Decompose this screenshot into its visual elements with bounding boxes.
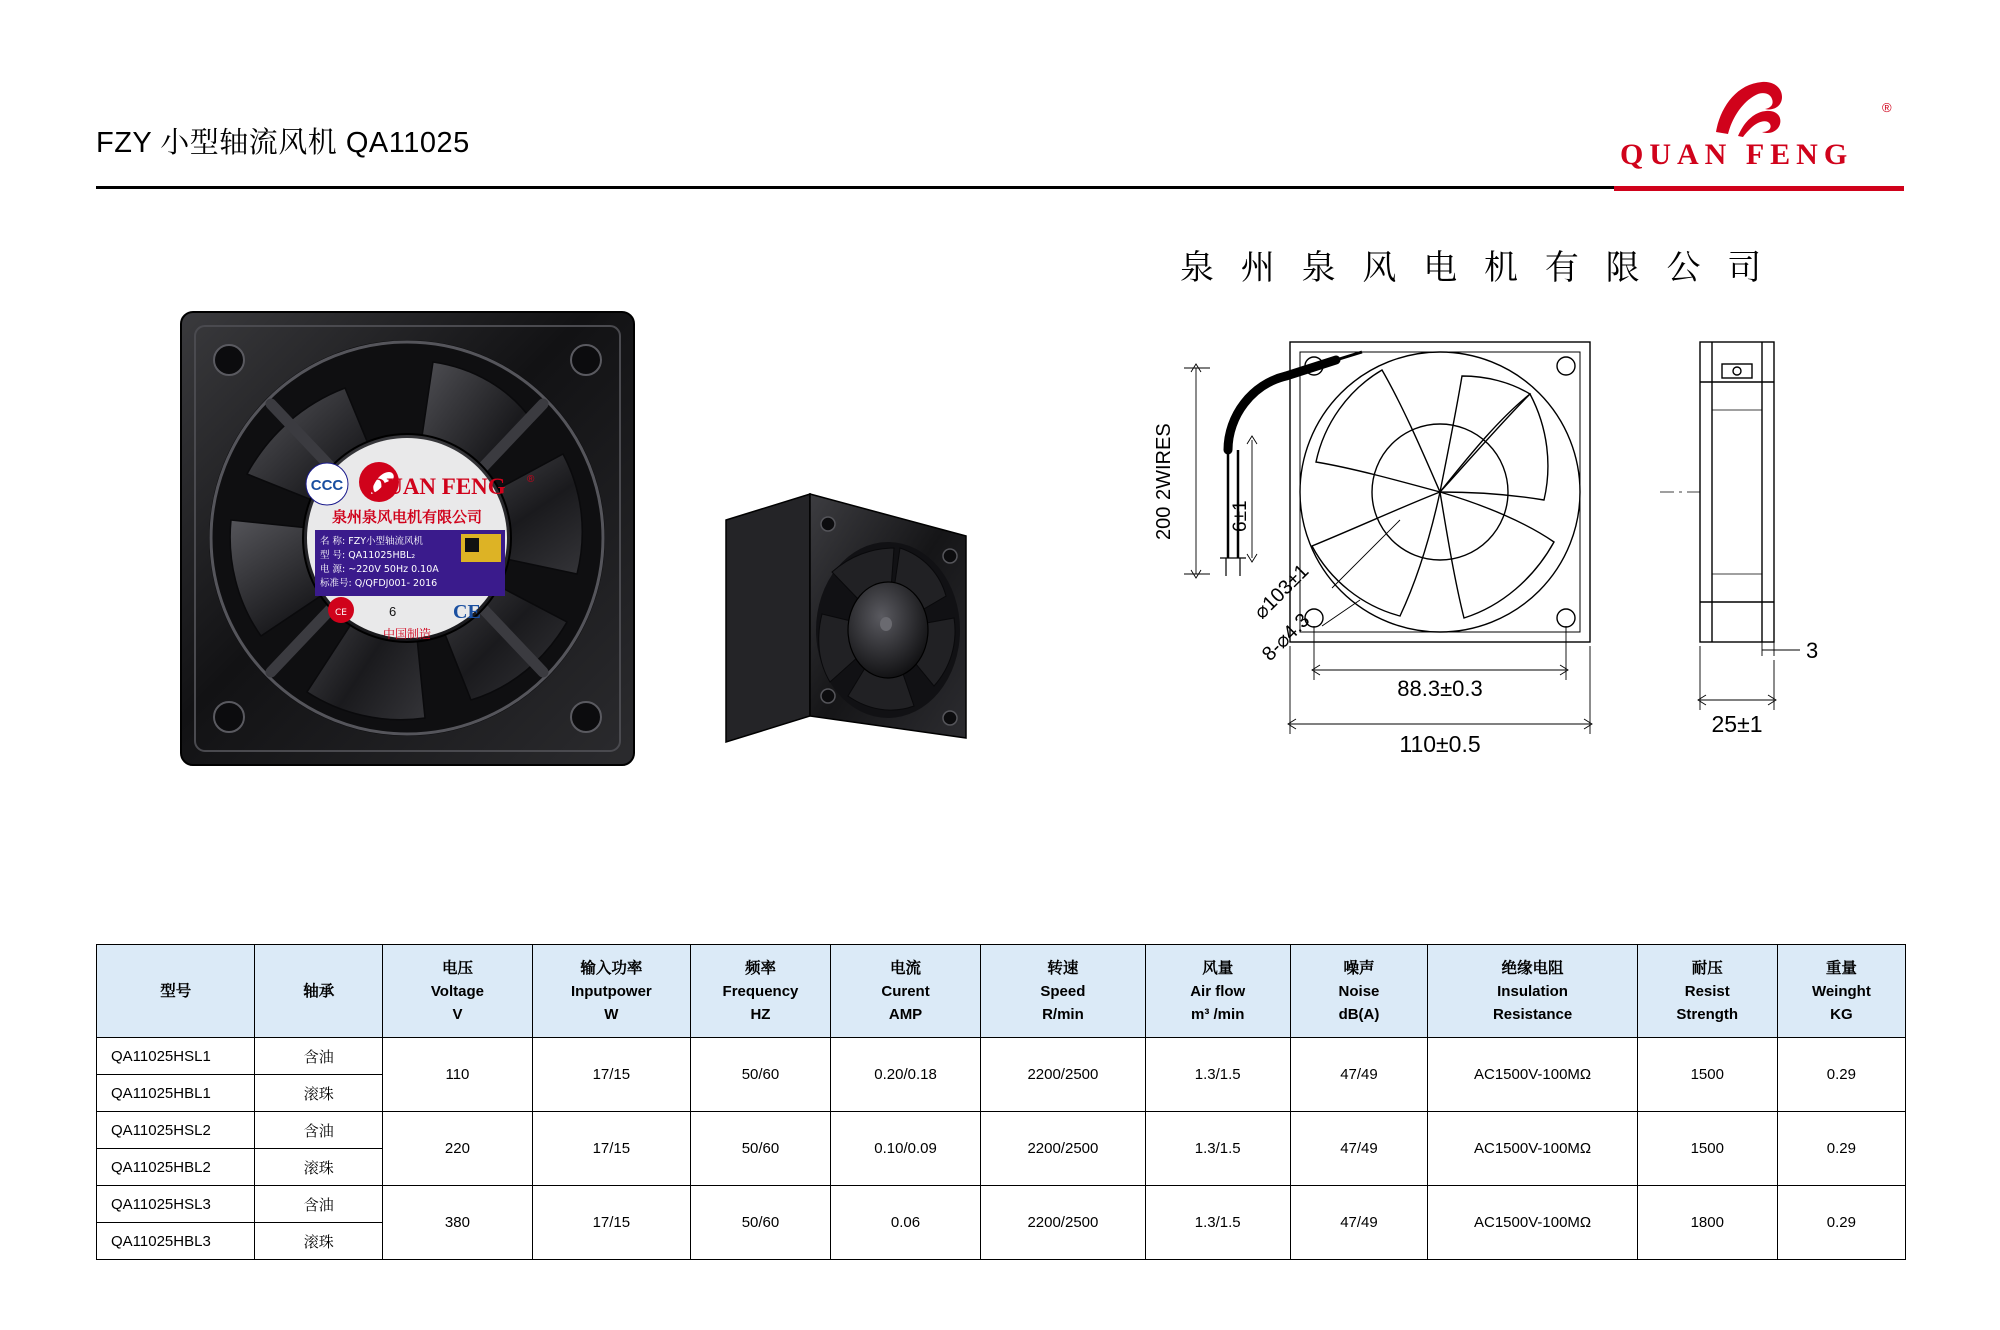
svg-text:泉州泉风电机有限公司: 泉州泉风电机有限公司 <box>331 508 483 526</box>
cell-power: 17/15 <box>532 1186 690 1260</box>
cell-current: 0.06 <box>831 1186 981 1260</box>
cell-resist: 1500 <box>1637 1038 1777 1112</box>
cell-power: 17/15 <box>532 1038 690 1112</box>
svg-text:CE: CE <box>335 608 347 618</box>
cell-noise: 47/49 <box>1290 1038 1428 1112</box>
registered-mark: ® <box>1882 100 1892 115</box>
logo-underline <box>1614 186 1904 191</box>
cell-bearing: 滚珠 <box>255 1149 383 1186</box>
header-airflow: 风量 Air flow m³ /min <box>1145 945 1290 1038</box>
cell-model: QA11025HSL3 <box>97 1186 255 1223</box>
cell-resist: 1800 <box>1637 1186 1777 1260</box>
cell-bearing: 含油 <box>255 1112 383 1149</box>
header-voltage: 电压 Voltage V <box>383 945 533 1038</box>
svg-text:®: ® <box>527 474 535 485</box>
cell-model: QA11025HBL1 <box>97 1075 255 1112</box>
cell-airflow: 1.3/1.5 <box>1145 1038 1290 1112</box>
header-current: 电流 Curent AMP <box>831 945 981 1038</box>
svg-text:QUAN FENG: QUAN FENG <box>368 474 506 499</box>
cell-model: QA11025HSL1 <box>97 1038 255 1075</box>
dim-depth: 25±1 <box>1711 711 1763 737</box>
dim-flange: 3 <box>1806 638 1819 663</box>
dim-hole-spacing: 88.3±0.3 <box>1397 676 1483 701</box>
svg-text:型 号: QA11025HBL₂: 型 号: QA11025HBL₂ <box>320 550 416 561</box>
cell-bearing: 含油 <box>255 1038 383 1075</box>
dim-wire-length: 200 <box>1153 506 1175 540</box>
header-insulation: 绝缘电阻 Insulation Resistance <box>1428 945 1637 1038</box>
svg-text:CE: CE <box>453 601 481 623</box>
table-row <box>97 1112 1906 1149</box>
cell-airflow: 1.3/1.5 <box>1145 1186 1290 1260</box>
svg-text:CCC: CCC <box>310 477 344 494</box>
cell-frequency: 50/60 <box>690 1186 830 1260</box>
cell-speed: 2200/2500 <box>980 1038 1145 1112</box>
svg-text:名 称: FZY小型轴流风机: 名 称: FZY小型轴流风机 <box>320 536 424 547</box>
svg-text:电 源: ~220V 50Hz 0.10A: 电 源: ~220V 50Hz 0.10A <box>320 564 439 575</box>
cell-voltage: 110 <box>383 1038 533 1112</box>
page-title: FZY 小型轴流风机 QA11025 <box>96 127 470 159</box>
cell-power: 17/15 <box>532 1112 690 1186</box>
cell-model: QA11025HSL2 <box>97 1112 255 1149</box>
cell-speed: 2200/2500 <box>980 1112 1145 1186</box>
header-speed: 转速 Speed R/min <box>980 945 1145 1038</box>
cell-weight: 0.29 <box>1777 1038 1905 1112</box>
table-row <box>97 1038 1906 1075</box>
company-logo <box>1614 82 1904 182</box>
cell-insulation: AC1500V-100MΩ <box>1428 1038 1637 1112</box>
specification-table <box>96 944 1906 1260</box>
cell-airflow: 1.3/1.5 <box>1145 1112 1290 1186</box>
header-bearing: 轴承 <box>255 945 383 1038</box>
cell-insulation: AC1500V-100MΩ <box>1428 1186 1637 1260</box>
header-weight: 重量 Weinght KG <box>1777 945 1905 1038</box>
cell-frequency: 50/60 <box>690 1112 830 1186</box>
header-inputpower: 输入功率 Inputpower W <box>532 945 690 1038</box>
header-frequency: 频率 Frequency HZ <box>690 945 830 1038</box>
company-name-cn: 泉 州 泉 风 电 机 有 限 公 司 <box>1180 248 1770 288</box>
dim-wires-label: 2WIRES <box>1153 423 1175 500</box>
dim-width: 110±0.5 <box>1399 731 1481 757</box>
cell-model: QA11025HBL2 <box>97 1149 255 1186</box>
table-row <box>97 1186 1906 1223</box>
dim-thickness: 6±1 <box>1230 500 1251 532</box>
technical-drawing <box>1100 320 1860 780</box>
fan-front-photo <box>175 306 640 776</box>
header-resist-strength: 耐压 Resist Strength <box>1637 945 1777 1038</box>
cell-noise: 47/49 <box>1290 1186 1428 1260</box>
header-model: 型号 <box>97 945 255 1038</box>
cell-voltage: 220 <box>383 1112 533 1186</box>
cell-bearing: 滚珠 <box>255 1223 383 1260</box>
fan-angle-photo <box>718 490 973 780</box>
cell-weight: 0.29 <box>1777 1186 1905 1260</box>
cell-voltage: 380 <box>383 1186 533 1260</box>
cell-bearing: 含油 <box>255 1186 383 1223</box>
cell-speed: 2200/2500 <box>980 1186 1145 1260</box>
cell-current: 0.20/0.18 <box>831 1038 981 1112</box>
cell-noise: 47/49 <box>1290 1112 1428 1186</box>
cell-current: 0.10/0.09 <box>831 1112 981 1186</box>
svg-text:6: 6 <box>389 604 397 619</box>
svg-text:中国制造: 中国制造 <box>382 627 432 641</box>
dim-diameter: ⌀103±1 <box>1249 560 1314 624</box>
table-header-row <box>97 945 1906 1038</box>
dim-holes: 8-⌀4.3 <box>1257 609 1315 666</box>
cell-resist: 1500 <box>1637 1112 1777 1186</box>
cell-bearing: 滚珠 <box>255 1075 383 1112</box>
cell-model: QA11025HBL3 <box>97 1223 255 1260</box>
svg-text:标准号: Q/QFDJ001- 2016: 标准号: Q/QFDJ001- 2016 <box>320 578 438 589</box>
quanfeng-bird-icon <box>1710 78 1788 140</box>
logo-wordmark: QUAN FENG <box>1620 138 1854 171</box>
page-header <box>96 100 1904 190</box>
header-noise: 噪声 Noise dB(A) <box>1290 945 1428 1038</box>
cell-weight: 0.29 <box>1777 1112 1905 1186</box>
cell-frequency: 50/60 <box>690 1038 830 1112</box>
cell-insulation: AC1500V-100MΩ <box>1428 1112 1637 1186</box>
